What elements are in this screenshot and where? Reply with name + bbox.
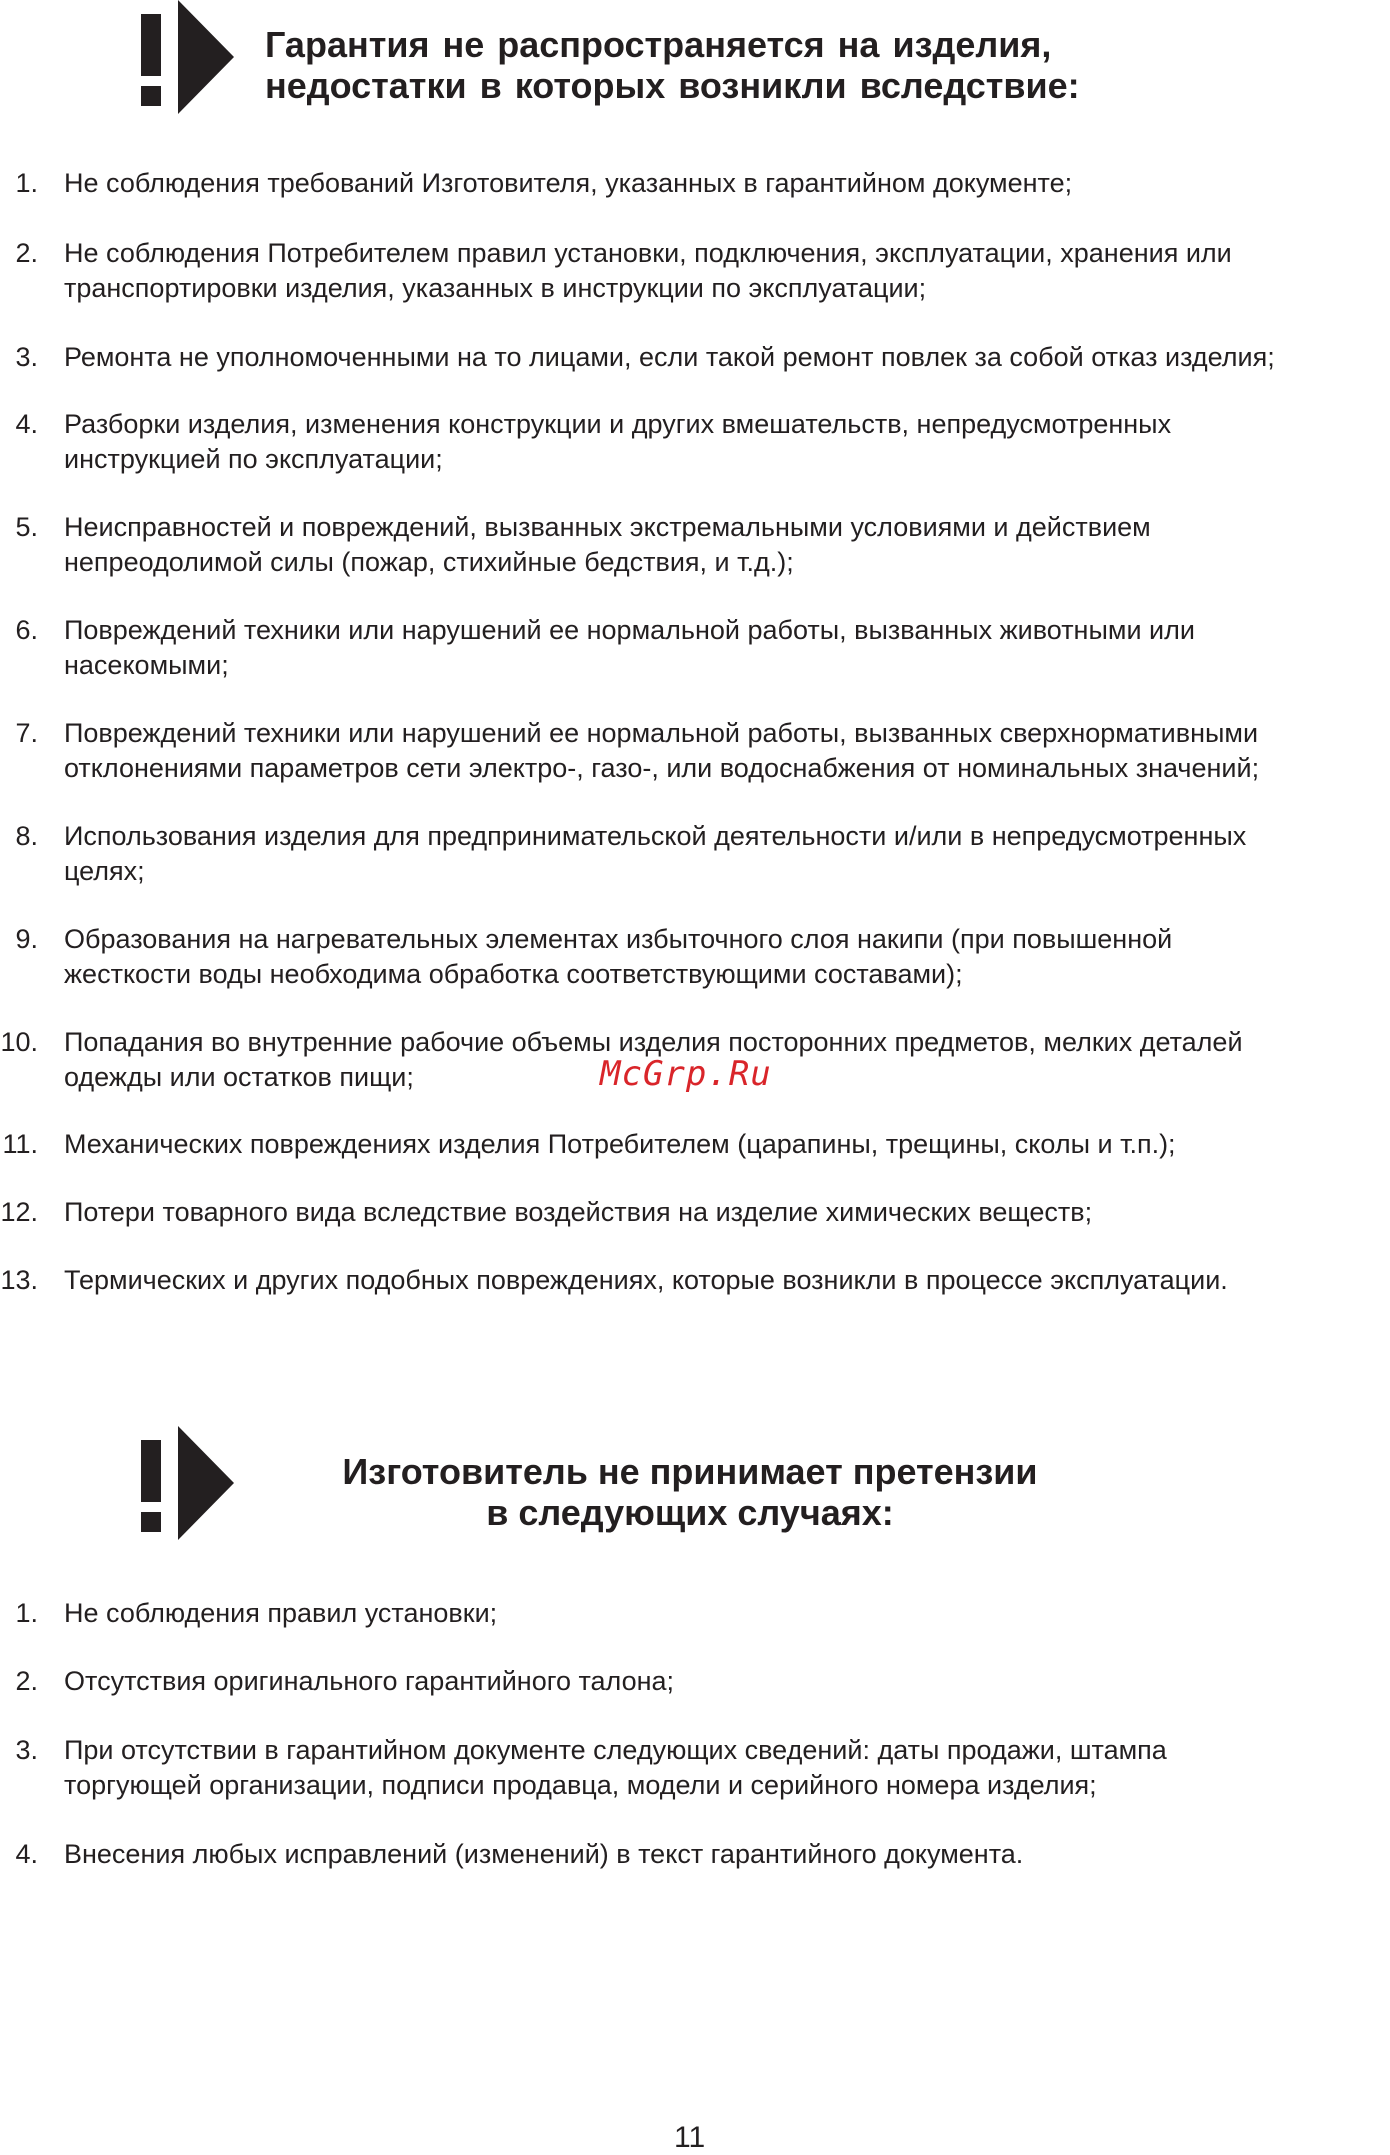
list-item-number: 5. xyxy=(15,512,38,542)
page-number: 11 xyxy=(674,2121,706,2154)
list-item-line: При отсутствии в гарантийном документе следующих сведений: даты продажи, штампа xyxy=(64,1735,1167,1765)
list-item-number: 1. xyxy=(15,1598,38,1628)
list-item-line: Повреждений техники или нарушений ее нормальной работы, вызванных сверхнормативными xyxy=(64,718,1259,748)
section2-heading xyxy=(320,1451,1060,1533)
list-item-line: Ремонта не уполномоченными на то лицами, если такой ремонт повлек за собой отказ изделия; xyxy=(64,342,1275,372)
list-item-number: 3. xyxy=(15,1735,38,1765)
list-item-line: целях; xyxy=(64,856,145,886)
list-item-line: жесткости воды необходима обработка соответствующими составами); xyxy=(64,959,963,989)
list-item-line: Отсутствия оригинального гарантийного талона; xyxy=(64,1666,675,1696)
warning-exclamation-icon xyxy=(138,0,238,118)
list-item-number: 2. xyxy=(15,1666,38,1696)
list-item-line: Образования на нагревательных элементах избыточного слоя накипи (при повышенной xyxy=(64,924,1173,954)
list-item-text xyxy=(64,166,1390,201)
list-item-text xyxy=(64,1195,1390,1230)
list-item-number: 4. xyxy=(15,409,38,439)
list-item-text xyxy=(64,340,1390,375)
list-item-number: 7. xyxy=(15,718,38,748)
list-item-line: Механических повреждениях изделия Потребителем (царапины, трещины, сколы и т.п.); xyxy=(64,1129,1176,1159)
list-item-text xyxy=(64,510,1390,580)
list-item-text xyxy=(64,1127,1390,1162)
list-item-line: Не соблюдения Потребителем правил установки, подключения, эксплуатации, хранения или xyxy=(64,238,1232,268)
list-item-text xyxy=(64,613,1390,683)
warning-exclamation-icon xyxy=(138,1426,238,1544)
list-item-line: торгующей организации, подписи продавца, модели и серийного номера изделия; xyxy=(64,1770,1097,1800)
list-item-text xyxy=(64,819,1390,889)
list-item-line: Повреждений техники или нарушений ее нормальной работы, вызванных животными или xyxy=(64,615,1195,645)
list-item-line: Не соблюдения правил установки; xyxy=(64,1598,498,1628)
list-item-number: 4. xyxy=(15,1839,38,1869)
list-item-number: 10. xyxy=(0,1027,38,1057)
list-item-number: 8. xyxy=(15,821,38,851)
list-item-number: 6. xyxy=(15,615,38,645)
list-item-line: непреодолимой силы (пожар, стихийные бедствия, и т.д.); xyxy=(64,547,794,577)
list-item-text xyxy=(64,922,1390,992)
list-item-text xyxy=(64,1733,1390,1803)
section1-heading-line: Гарантия не распространяется на изделия, xyxy=(265,24,1052,65)
list-item-text xyxy=(64,236,1390,306)
list-item-number: 1. xyxy=(15,168,38,198)
list-item-number: 12. xyxy=(0,1197,38,1227)
section2-heading-line: Изготовитель не принимает претензии xyxy=(342,1451,1038,1492)
list-item-line: Термических и других подобных повреждениях, которые возникли в процессе эксплуатации. xyxy=(64,1265,1228,1295)
list-item-line: Потери товарного вида вследствие воздействия на изделие химических веществ; xyxy=(64,1197,1093,1227)
watermark: McGrp.Ru xyxy=(600,1054,772,1094)
list-item-line: Использования изделия для предпринимательской деятельности и/или в непредусмотренных xyxy=(64,821,1247,851)
list-item-text xyxy=(64,1837,1390,1872)
section2-heading-line: в следующих случаях: xyxy=(486,1492,894,1533)
list-item-line: Не соблюдения требований Изготовителя, указанных в гарантийном документе; xyxy=(64,168,1073,198)
list-item-line: Попадания во внутренние рабочие объемы изделия посторонних предметов, мелких деталей xyxy=(64,1027,1243,1057)
list-item-text xyxy=(64,716,1390,786)
list-item-line: транспортировки изделия, указанных в инструкции по эксплуатации; xyxy=(64,273,927,303)
list-item-number: 13. xyxy=(0,1265,38,1295)
list-item-line: Внесения любых исправлений (изменений) в текст гарантийного документа. xyxy=(64,1839,1024,1869)
list-item-line: Разборки изделия, изменения конструкции и других вмешательств, непредусмотренных xyxy=(64,409,1172,439)
list-item-line: Неисправностей и повреждений, вызванных экстремальными условиями и действием xyxy=(64,512,1151,542)
list-item-line: отклонениями параметров сети электро-, газо-, или водоснабжения от номинальных значений; xyxy=(64,753,1260,783)
section1-heading-line: недостатки в которых возникли вследствие: xyxy=(265,65,1080,106)
list-item-text xyxy=(64,1664,1390,1699)
list-item-text xyxy=(64,407,1390,477)
list-item-number: 11. xyxy=(2,1129,38,1159)
list-item-line: одежды или остатков пищи; xyxy=(64,1062,414,1092)
section1-heading xyxy=(265,24,1080,106)
list-item-text xyxy=(64,1263,1390,1298)
list-item-line: инструкцией по эксплуатации; xyxy=(64,444,443,474)
list-item-text xyxy=(64,1596,1390,1631)
list-item-number: 9. xyxy=(15,924,38,954)
list-item-number: 3. xyxy=(15,342,38,372)
list-item-line: насекомыми; xyxy=(64,650,229,680)
list-item-number: 2. xyxy=(15,238,38,268)
